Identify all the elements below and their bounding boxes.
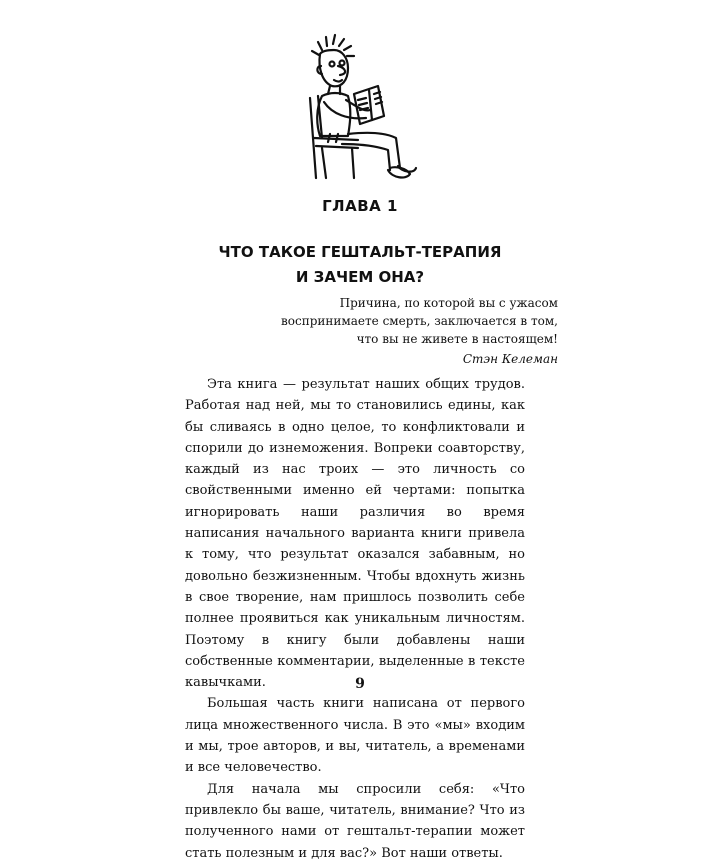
man-reading-illustration (292, 28, 418, 186)
epigraph-line-2: воспринимаете смерть, заключается в том, (281, 314, 558, 328)
page-number: 9 (355, 676, 365, 692)
chapter-title (0, 240, 720, 290)
title-line-2: И ЗАЧЕМ ОНА? (295, 268, 425, 286)
paragraph-2: Большая часть книги написана от первого лица множественного числа. В это «мы» входим и мы, трое авторов, и вы, читатель, а временами и все человечество. (185, 696, 525, 776)
epigraph-author: Стэн Келеман (462, 352, 558, 366)
body-text (185, 374, 525, 864)
paragraph-3: Для начала мы спросили себя: «Что привлекло бы ваше, читатель, внимание? Что из полученного нами от гештальт-терапии может стать полезным и для вас?» Вот наши ответы. (185, 781, 525, 861)
epigraph (228, 294, 558, 368)
epigraph-line-1: Причина, по которой вы с ужасом (339, 296, 558, 310)
paragraph-1: Эта книга — результат наших общих трудов. Работая над ней, мы то становились едины, как бы сливаясь в одно целое, то конфликтовали и спорили до изнеможения. Вопреки соавторству, каждый из нас троих — это личность со свойственными именно ей чертами: попытка игнорировать наши различия во время написания начального варианта книги привела к тому, что результат оказался забавным, но довольно безжизненным. Чтобы вдохнуть жизнь в свое творение, нам пришлось позволить себе полнее проявиться как уникальным личностям. Поэтому в книгу были добавлены наши собственные комментарии, выделенные в тексте кавычками. (185, 377, 525, 691)
epigraph-line-3: что вы не живете в настоящем! (356, 332, 558, 346)
title-line-1: ЧТО ТАКОЕ ГЕШТАЛЬТ-ТЕРАПИЯ (218, 243, 502, 261)
chapter-heading: ГЛАВА 1 (322, 197, 398, 215)
